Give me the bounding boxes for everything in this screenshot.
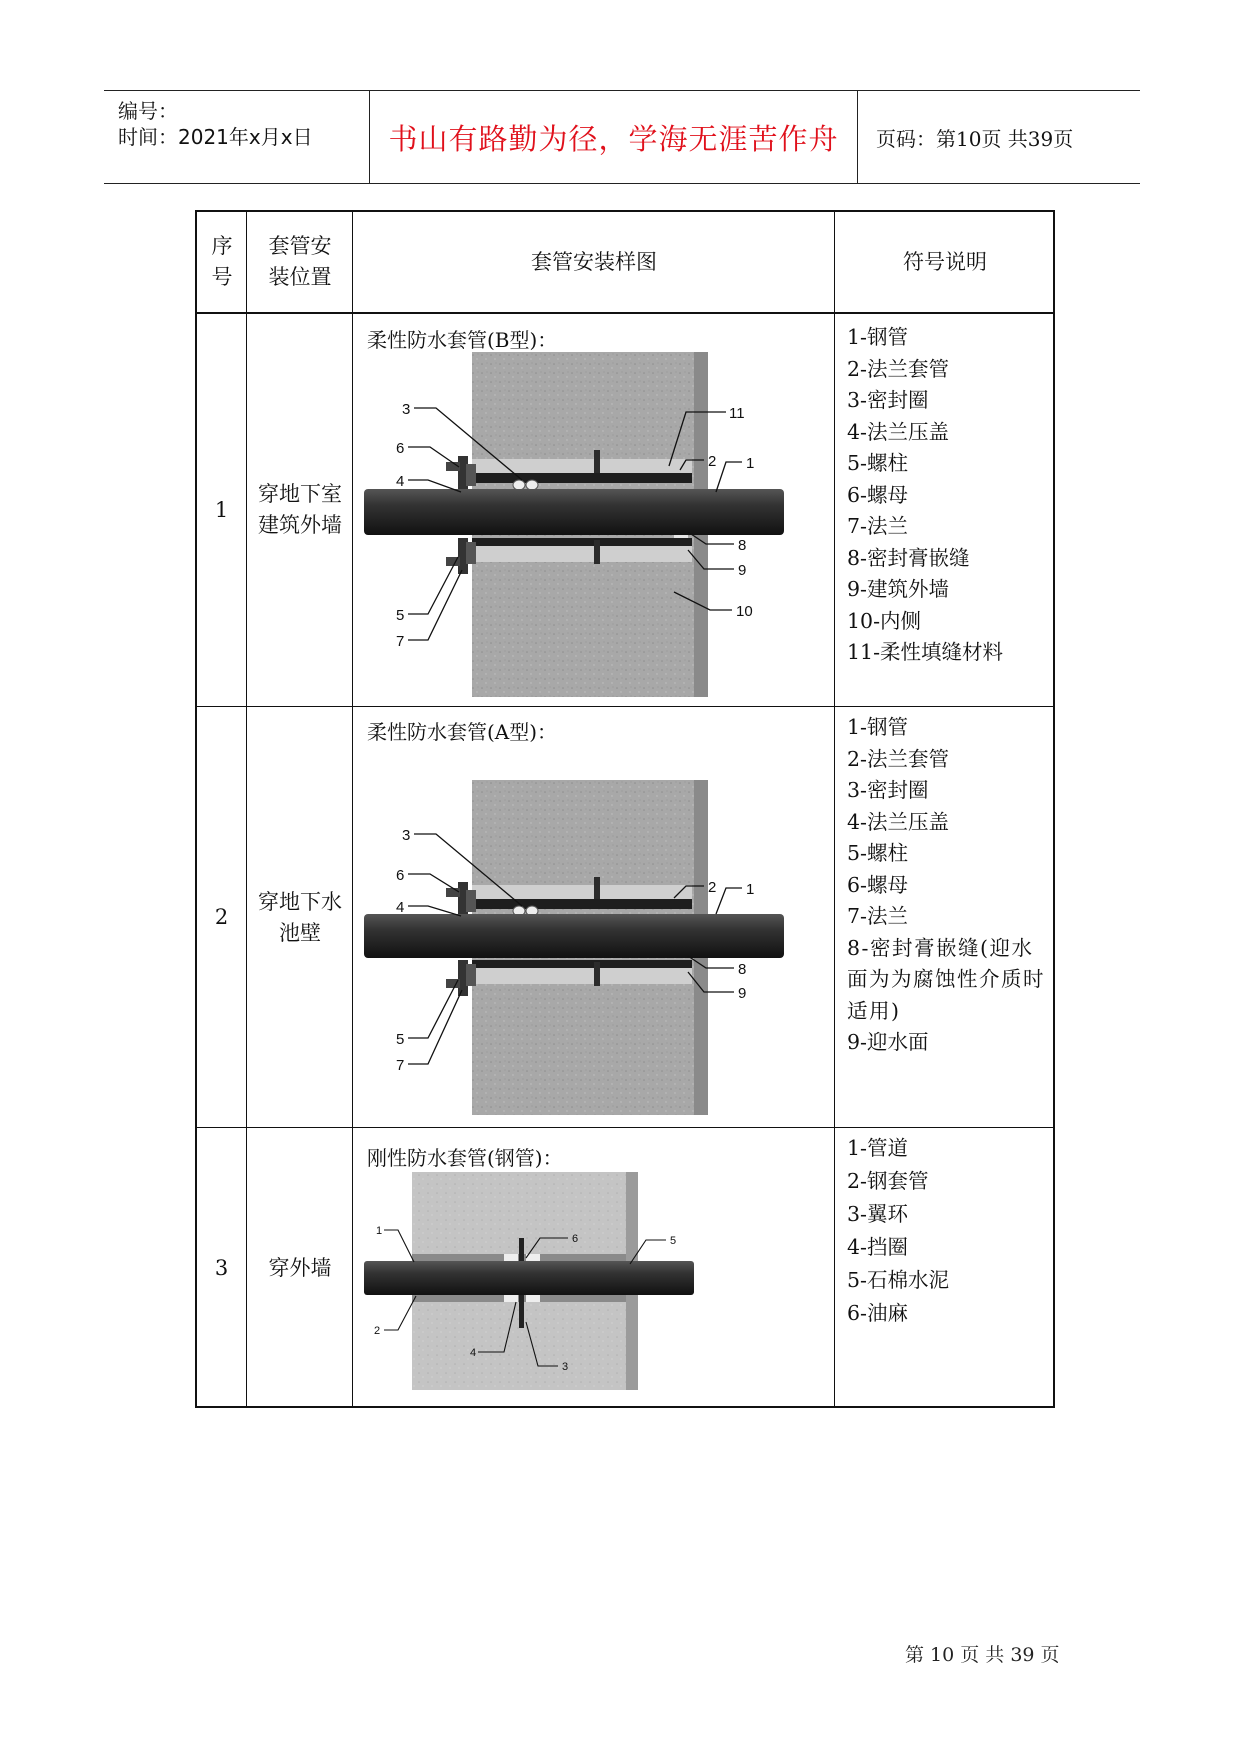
- symbol-legend: [847, 1132, 949, 1330]
- grid-line: [197, 706, 1053, 707]
- legend-item: 8-密封膏嵌缝: [847, 545, 970, 570]
- page-header: [104, 90, 1140, 184]
- callout-label: 8: [738, 537, 747, 554]
- row-position: 穿外墙: [268, 1255, 332, 1280]
- callout-label: 6: [572, 1233, 579, 1245]
- row-index: 2: [214, 905, 229, 929]
- grid-line: [197, 1127, 1053, 1128]
- number-label: 编号：: [118, 99, 178, 123]
- time-label: 时间：2021年x月x日: [118, 125, 313, 149]
- legend-item: 8-密封膏嵌缝(迎水面为为腐蚀性介质时适用): [847, 935, 1045, 1023]
- legend-item: 11-柔性填缝材料: [847, 640, 1004, 664]
- legend-item: 3-翼环: [847, 1202, 908, 1226]
- rigid-sleeve-diagram: [354, 1172, 714, 1402]
- legend-item: 5-螺柱: [847, 451, 908, 475]
- legend-item: 3-密封圈: [847, 778, 929, 802]
- callout-label: 10: [736, 603, 753, 620]
- row-index: 3: [214, 1255, 229, 1280]
- header-diagram: 套管安装样图: [531, 249, 657, 274]
- flexible-sleeve-a-diagram: [354, 780, 824, 1125]
- legend-item: 1-钢管: [847, 325, 908, 349]
- legend-item: 10-内侧: [847, 608, 922, 633]
- callout-label: 2: [708, 879, 717, 896]
- header-legend: 符号说明: [903, 249, 987, 274]
- callout-label: 5: [396, 1031, 405, 1048]
- callout-label: 6: [396, 440, 405, 457]
- symbol-legend: [847, 712, 1047, 1059]
- header-position: 套管安装位置: [268, 234, 332, 289]
- legend-item: 5-螺柱: [847, 841, 908, 865]
- steel-pipe: [364, 914, 784, 958]
- callout-label: 11: [729, 405, 745, 422]
- callout-label: 3: [402, 827, 411, 844]
- pipeline: [364, 1261, 694, 1295]
- flexible-sleeve-b-diagram: [354, 352, 824, 702]
- legend-item: 2-钢套管: [847, 1169, 929, 1193]
- callout-label: 5: [396, 607, 405, 624]
- legend-item: 2-法兰套管: [847, 746, 949, 771]
- row-position: 穿地下室建筑外墙: [258, 482, 342, 537]
- page-info: 页码：第10页 共39页: [876, 126, 1074, 151]
- grid-line: [246, 212, 247, 1406]
- callout-label: 6: [396, 867, 405, 884]
- page-footer: 第 10 页 共 39 页: [905, 1644, 1060, 1666]
- callout-label: 1: [746, 455, 755, 472]
- callout-label: 2: [374, 1325, 381, 1337]
- row-index: 1: [214, 497, 229, 522]
- steel-pipe: [364, 489, 784, 535]
- diagram-caption: 柔性防水套管(B型)：: [367, 328, 558, 352]
- callout-label: 3: [402, 401, 411, 418]
- callout-label: 5: [670, 1235, 677, 1247]
- callout-label: 1: [746, 881, 755, 898]
- legend-item: 6-油麻: [847, 1301, 908, 1325]
- legend-item: 9-迎水面: [847, 1030, 929, 1054]
- diagram-caption: 柔性防水套管(A型)：: [367, 720, 558, 744]
- row-position: 穿地下水池壁: [258, 889, 342, 945]
- legend-item: 5-石棉水泥: [847, 1268, 949, 1292]
- legend-item: 4-法兰压盖: [847, 419, 949, 444]
- callout-label: 4: [396, 899, 405, 916]
- callout-label: 4: [396, 473, 405, 490]
- legend-item: 9-建筑外墙: [847, 577, 949, 601]
- grid-line: [352, 212, 353, 1406]
- callout-label: 1: [376, 1225, 383, 1237]
- callout-label: 8: [738, 961, 747, 978]
- legend-item: 6-螺母: [847, 872, 908, 897]
- callout-label: 2: [708, 453, 717, 470]
- legend-item: 7-法兰: [847, 904, 908, 928]
- callout-label: 9: [738, 562, 747, 579]
- callout-label: 7: [396, 633, 405, 650]
- legend-item: 3-密封圈: [847, 388, 929, 412]
- header-index: 序号: [211, 234, 233, 289]
- header-meta: [104, 91, 370, 183]
- legend-item: 4-挡圈: [847, 1235, 908, 1259]
- legend-item: 7-法兰: [847, 514, 908, 538]
- callout-label: 7: [396, 1057, 405, 1074]
- legend-item: 1-管道: [847, 1136, 908, 1160]
- symbol-legend: [847, 322, 1003, 669]
- sleeve-installation-table: [195, 210, 1055, 1408]
- motto-text: 书山有路勤为径，学海无涯苦作舟: [370, 91, 858, 183]
- callout-label: 3: [562, 1361, 569, 1373]
- grid-line: [834, 212, 835, 1406]
- legend-item: 1-钢管: [847, 715, 908, 739]
- legend-item: 6-螺母: [847, 482, 908, 507]
- legend-item: 4-法兰压盖: [847, 809, 949, 834]
- callout-label: 4: [470, 1347, 477, 1359]
- legend-item: 2-法兰套管: [847, 356, 949, 381]
- diagram-caption: 刚性防水套管(钢管)：: [367, 1146, 563, 1170]
- callout-label: 9: [738, 985, 747, 1002]
